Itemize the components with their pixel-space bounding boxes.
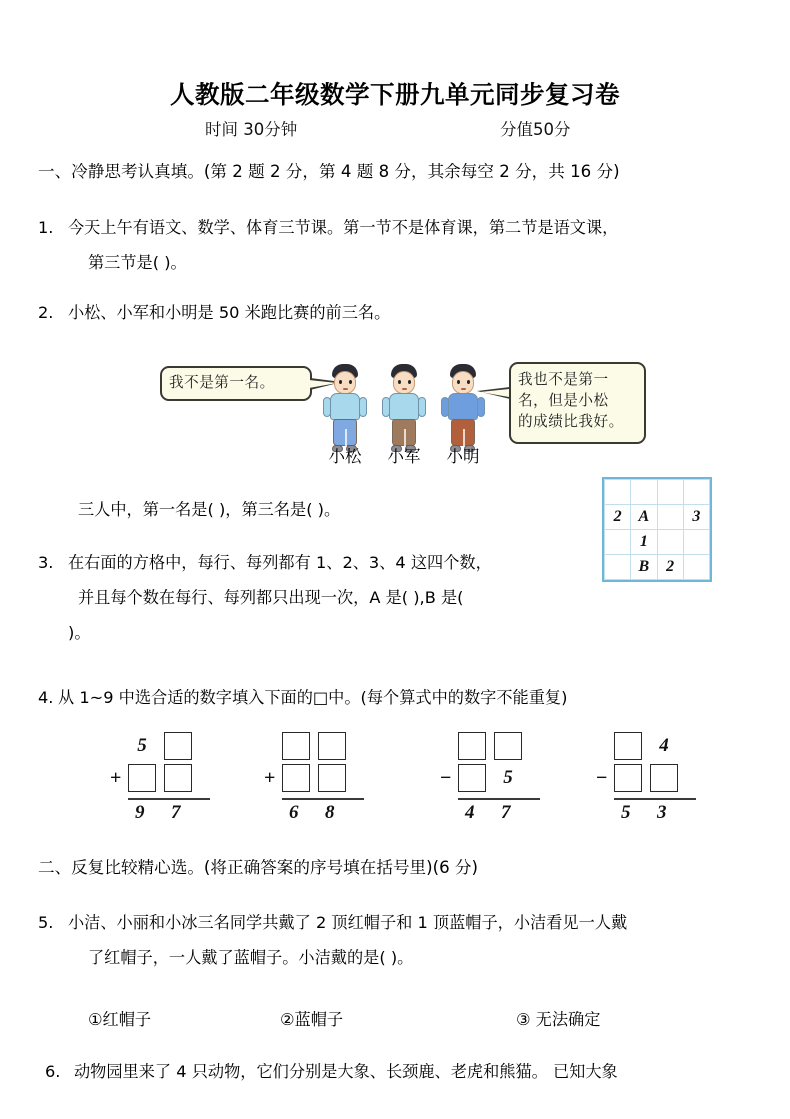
speech-bubble-xiaoming-line-3: 的成绩比我好。 [518, 413, 624, 430]
question-5-option-1[interactable]: ①红帽子 [88, 1010, 152, 1029]
arm-icon [359, 397, 367, 417]
mouth-icon [343, 388, 348, 390]
vertical-operator: − [440, 767, 452, 789]
sudoku-cell: A [631, 505, 657, 530]
question-4-prompt: 从 1~9 中选合适的数字填入下面的□中。(每个算式中的数字不能重复) [58, 688, 568, 707]
pants-icon [451, 419, 475, 446]
vertical-cell-box[interactable] [128, 764, 156, 792]
vertical-problem-4-top-row [584, 732, 716, 764]
vertical-result-digit: 3 [657, 802, 667, 823]
question-3-line-2: 并且每个数在每行、每列都只出现一次，A 是( ),B 是( [78, 588, 464, 607]
head-icon [334, 371, 356, 394]
mouth-icon [402, 388, 407, 390]
eye-icon [398, 380, 401, 384]
question-6-line-1: 动物园里来了 4 只动物，它们分别是大象、长颈鹿、老虎和熊猫。 已知大象 [74, 1062, 618, 1081]
question-5-line-1: 小洁、小丽和小冰三名同学共戴了 2 顶红帽子和 1 顶蓝帽子，小洁看见一人戴 [68, 913, 628, 932]
vertical-problem-2-bottom-row [252, 764, 384, 796]
vertical-cell-box[interactable] [494, 732, 522, 760]
vertical-result-digit: 8 [325, 802, 335, 823]
question-5-number: 5. [38, 913, 54, 932]
vertical-rule [458, 798, 540, 800]
sudoku-cell [657, 480, 683, 505]
section-one-heading: 一、冷静思考认真填。(第 2 题 2 分，第 4 题 8 分，其余每空 2 分，共 16 分) [38, 162, 620, 181]
vertical-cell-box[interactable] [614, 732, 642, 760]
question-3-number: 3. [38, 553, 54, 572]
question-3-line-3: )。 [68, 623, 91, 642]
vertical-operator: + [264, 767, 276, 789]
pants-icon [392, 419, 416, 446]
vertical-cell-box[interactable] [458, 764, 486, 792]
arm-icon [418, 397, 426, 417]
sudoku-cell [683, 530, 709, 555]
question-2-answer-line: 三人中，第一名是( )，第三名是( )。 [78, 500, 341, 519]
question-5-option-2[interactable]: ②蓝帽子 [280, 1010, 344, 1029]
vertical-operator: + [110, 767, 122, 789]
section-two-heading: 二、反复比较精心选。(将正确答案的序号填在括号里)(6 分) [38, 858, 478, 877]
sudoku-cell [631, 480, 657, 505]
question-2-line-1: 小松、小军和小明是 50 米跑比赛的前三名。 [68, 303, 391, 322]
speech-tail-right-fill [480, 389, 509, 397]
question-1-number: 1. [38, 218, 54, 237]
vertical-cell-box[interactable] [458, 732, 486, 760]
kid-name-2: 小军 [387, 447, 421, 466]
vertical-result-digit: 7 [171, 802, 181, 823]
sudoku-cell [605, 555, 631, 580]
question-1-line-1: 今天上午有语文、数学、体育三节课。第一节不是体育课，第二节是语文课， [68, 218, 619, 237]
vertical-rule [128, 798, 210, 800]
speech-bubble-xiaosong: 我不是第一名。 [160, 366, 312, 401]
question-2-number: 2. [38, 303, 54, 322]
sudoku-cell [605, 530, 631, 555]
eye-icon [467, 380, 470, 384]
sudoku-row [605, 555, 710, 580]
vertical-problem-4-bottom-row [584, 764, 716, 796]
vertical-problem-3-top-row [428, 732, 560, 764]
shirt-icon [389, 393, 419, 420]
vertical-problem-1 [98, 732, 230, 823]
exam-time-label: 时间 30分钟 [205, 120, 298, 139]
vertical-problem-3-bottom-row [428, 764, 560, 796]
vertical-result-digit: 4 [465, 802, 475, 823]
sudoku-row [605, 505, 710, 530]
vertical-cell-box[interactable] [164, 732, 192, 760]
question-4-number: 4. [38, 688, 54, 707]
vertical-result-digit: 5 [621, 802, 631, 823]
sudoku-cell: B [631, 555, 657, 580]
sudoku-row [605, 480, 710, 505]
eye-icon [457, 380, 460, 384]
sudoku-cell [683, 480, 709, 505]
vertical-problem-1-top-row [98, 732, 230, 764]
exam-score-label: 分值50分 [500, 120, 571, 139]
mouth-icon [461, 388, 466, 390]
sudoku-cell: 2 [605, 505, 631, 530]
question-5-option-3[interactable]: ③ 无法确定 [516, 1010, 601, 1029]
sudoku-cell: 1 [631, 530, 657, 555]
speech-bubble-xiaoming [509, 362, 646, 444]
vertical-cell-digit: 4 [659, 735, 669, 756]
vertical-result-digit: 7 [501, 802, 511, 823]
vertical-problem-2 [252, 732, 384, 823]
question-5-line-2: 了红帽子，一人戴了蓝帽子。小洁戴的是( )。 [88, 948, 414, 967]
sudoku-cell [605, 480, 631, 505]
question-1-line-2: 第三节是( )。 [88, 253, 187, 272]
vertical-problem-4 [584, 732, 716, 823]
head-icon [452, 371, 474, 394]
speech-bubble-xiaoming-line-2: 名，但是小松 [518, 392, 609, 409]
vertical-problem-2-top-row [252, 732, 384, 764]
vertical-cell-box[interactable] [282, 764, 310, 792]
sudoku-cell [683, 555, 709, 580]
question-3-line-1: 在右面的方格中，每行、每列都有 1、2、3、4 这四个数， [68, 553, 492, 572]
speech-bubble-xiaoming-line-1: 我也不是第一 [518, 371, 609, 388]
eye-icon [408, 380, 411, 384]
vertical-cell-box[interactable] [282, 732, 310, 760]
pants-icon [333, 419, 357, 446]
vertical-problem-1-bottom-row [98, 764, 230, 796]
sudoku-row [605, 530, 710, 555]
page-title: 人教版二年级数学下册九单元同步复习卷 [170, 80, 620, 109]
vertical-rule [614, 798, 696, 800]
vertical-operator: − [596, 767, 608, 789]
eye-icon [339, 380, 342, 384]
sudoku-cell [657, 530, 683, 555]
vertical-cell-box[interactable] [614, 764, 642, 792]
kid-name-3: 小明 [446, 447, 480, 466]
sudoku-cell: 2 [657, 555, 683, 580]
sudoku-grid-table [604, 479, 710, 580]
vertical-cell-box[interactable] [318, 732, 346, 760]
vertical-cell-box[interactable] [164, 764, 192, 792]
eye-icon [349, 380, 352, 384]
vertical-result-digit: 9 [135, 802, 145, 823]
sudoku-cell: 3 [683, 505, 709, 530]
vertical-result-digit: 6 [289, 802, 299, 823]
vertical-cell-box[interactable] [650, 764, 678, 792]
vertical-rule [282, 798, 364, 800]
shirt-icon [448, 393, 478, 420]
vertical-cell-digit: 5 [503, 767, 513, 788]
question-6-number: 6. [45, 1062, 61, 1081]
head-icon [393, 371, 415, 394]
sudoku-cell [657, 505, 683, 530]
vertical-problem-3 [428, 732, 560, 823]
kid-name-1: 小松 [328, 447, 362, 466]
vertical-cell-box[interactable] [318, 764, 346, 792]
shirt-icon [330, 393, 360, 420]
arm-icon [477, 397, 485, 417]
vertical-cell-digit: 5 [137, 735, 147, 756]
sudoku-grid [602, 477, 712, 582]
